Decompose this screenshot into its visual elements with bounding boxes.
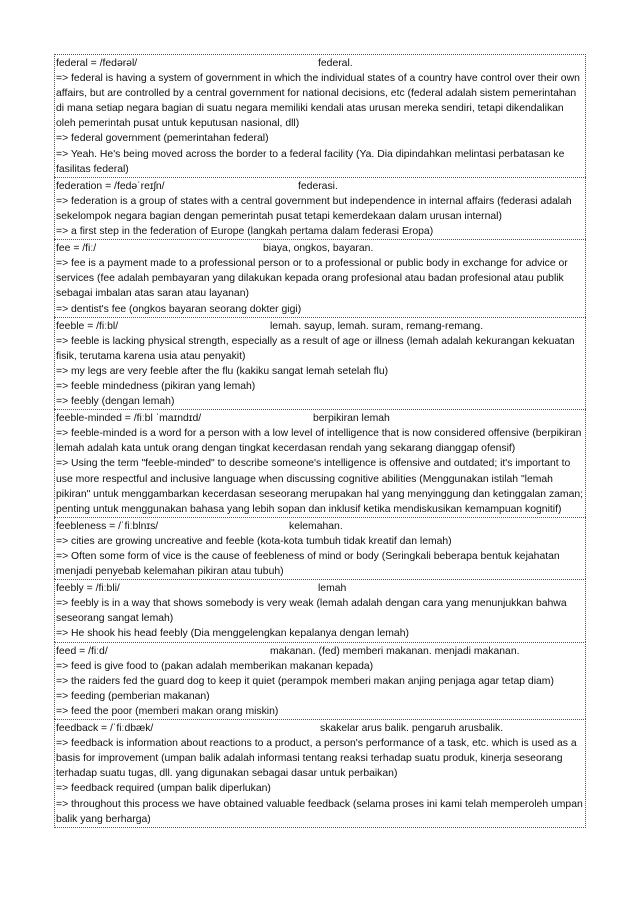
entry-line: => the raiders fed the guard dog to keep it quiet (perampok memberi makan anjing penjaga agar tetap diam) — [56, 675, 554, 687]
entry-line: => Yeah. He's being moved across the border to a federal facility (Ya. Dia dipindahkan melintasi perbatasan ke fasilitas federal) — [56, 148, 565, 175]
entry-feeble — [54, 317, 586, 410]
entry-meaning: berpikiran lemah — [313, 413, 390, 425]
entry-line: => cities are growing uncreative and feeble (kota-kota tumbuh tidak kreatif dan lemah) — [56, 535, 452, 547]
entry-line: => fee is a payment made to a professional person or to a professional or public body in exchange for advice or services (fee adalah pembayaran yang dilakukan kepada orang profesional atau badan profesional atau publik sebagai imbalan atas saran atau layanan) — [56, 258, 568, 300]
entry-term: federation = /fedəˈreɪʃn/ — [56, 180, 165, 192]
entry-line: => Often some form of vice is the cause of feebleness of mind or body (Seringkali beberapa bentuk kejahatan menjadi penyebab kelemahan pikiran atau tubuh) — [56, 551, 560, 578]
entry-line: => feeding (pemberian makanan) — [56, 690, 210, 702]
entry-term: federal = /fedərəl/ — [56, 58, 138, 69]
entry-line: => feebly is in a way that shows somebody is very weak (lemah adalah dengan cara yang menunjukkan bahwa seseorang sangat lemah) — [56, 598, 567, 625]
entry-line: => feed the poor (memberi makan orang miskin) — [56, 705, 279, 717]
entry-term: feeble = /fiːbl/ — [56, 320, 119, 332]
entry-line: => dentist's fee (ongkos bayaran seorang dokter gigi) — [56, 303, 302, 315]
entry-meaning: lemah. sayup, lemah. suram, remang-remang. — [270, 320, 484, 332]
entry-meaning: biaya, ongkos, bayaran. — [263, 243, 374, 255]
entry-term: feed = /fiːd/ — [56, 645, 108, 657]
entry-line: => Using the term "feeble-minded" to describe someone's intelligence is offensive and outdated; it's important to use more respectful and inclusive language when discussing cognitive abilities (Menggunakan istilah "lemah pikiran" untuk menggambarkan kecerdasan seseorang merupakan hal yang menyinggung dan ketinggalan zaman; penting untuk menggunakan bahasa yang lebih sopan dan inklusif ketika mendiskusikan kemampuan kognitif) — [56, 458, 584, 515]
entry-line: => feeble is lacking physical strength, especially as a result of age or illness (lemah adalah kekurangan kekuatan fisik, terutama karena usia atau penyakit) — [56, 335, 575, 362]
entry-meaning: makanan. (fed) memberi makanan. menjadi makanan. — [270, 645, 520, 657]
entry-line: => feed is give food to (pakan adalah memberikan makanan kepada) — [56, 660, 374, 672]
entry-meaning: federal. — [318, 58, 353, 69]
entry-line: => throughout this process we have obtained valuable feedback (selama proses ini kami telah memperoleh umpan balik yang berharga) — [56, 798, 583, 825]
entry-fee — [54, 239, 586, 316]
entry-term: feebly = /fiːbli/ — [56, 583, 120, 595]
entry-feebly — [54, 579, 586, 641]
entry-line: => federal government (pemerintahan federal) — [56, 133, 269, 145]
entry-term: feeble-minded = /fiːbl ˈmaɪndɪd/ — [56, 413, 202, 425]
entry-meaning: skakelar arus balik. pengaruh arusbalik. — [320, 723, 504, 735]
entry-feedback — [54, 719, 586, 828]
entry-federal — [54, 54, 586, 177]
entry-term: feebleness = /ˈfiːblnɪs/ — [56, 520, 159, 532]
entry-line: => feebly (dengan lemah) — [56, 396, 175, 408]
entry-meaning: lemah — [318, 583, 347, 595]
entry-line: => feeble mindedness (pikiran yang lemah) — [56, 380, 256, 392]
entry-line: => my legs are very feeble after the flu (kakiku sangat lemah setelah flu) — [56, 365, 389, 377]
entry-term: fee = /fiː/ — [56, 243, 97, 255]
entry-line: => feeble-minded is a word for a person with a low level of intelligence that is now considered offensive (berpikiran lemah adalah kata untuk orang dengan tingkat kecerdasan rendah yang sekarang dianggap ofensif) — [56, 428, 582, 455]
entry-line: => federal is having a system of government in which the individual states of a country have control over their own affairs, but are controlled by a central government for national decisions, etc (federal adalah sistem pemerintahan di mana setiap negara bagian di suatu negara memiliki kendali atas urusan mereka sendiri, tetapi dikendalikan oleh pemerintah pusat untuk keputusan nasional, dll) — [56, 73, 580, 130]
entry-feebleness — [54, 517, 586, 579]
entry-line: => feedback is information about reactions to a product, a person's performance of a task, etc. which is used as a basis for improvement (umpan balik adalah informasi tentang reaksi terhadap suatu produk, kinerja seseorang terhadap suatu tugas, dll. yang digunakan sebagai dasar untuk perbaikan) — [56, 738, 577, 780]
entry-feed — [54, 642, 586, 719]
entry-line: => a first step in the federation of Europe (langkah pertama dalam federasi Eropa) — [56, 226, 434, 238]
entry-meaning: kelemahan. — [289, 520, 343, 532]
entry-meaning: federasi. — [298, 180, 338, 192]
dictionary-page — [54, 54, 586, 828]
entry-line: => feedback required (umpan balik diperlukan) — [56, 783, 271, 795]
entry-line: => federation is a group of states with a central government but independence in internal affairs (federasi adalah sekelompok negara bagian dengan pemerintah pusat tetapi kemerdekaan dalam urusan internal) — [56, 195, 572, 222]
entry-federation — [54, 177, 586, 239]
entry-feeble-minded — [54, 409, 586, 517]
entry-term: feedback = /ˈfiːdbæk/ — [56, 723, 154, 735]
entry-line: => He shook his head feebly (Dia menggelengkan kepalanya dengan lemah) — [56, 628, 409, 640]
